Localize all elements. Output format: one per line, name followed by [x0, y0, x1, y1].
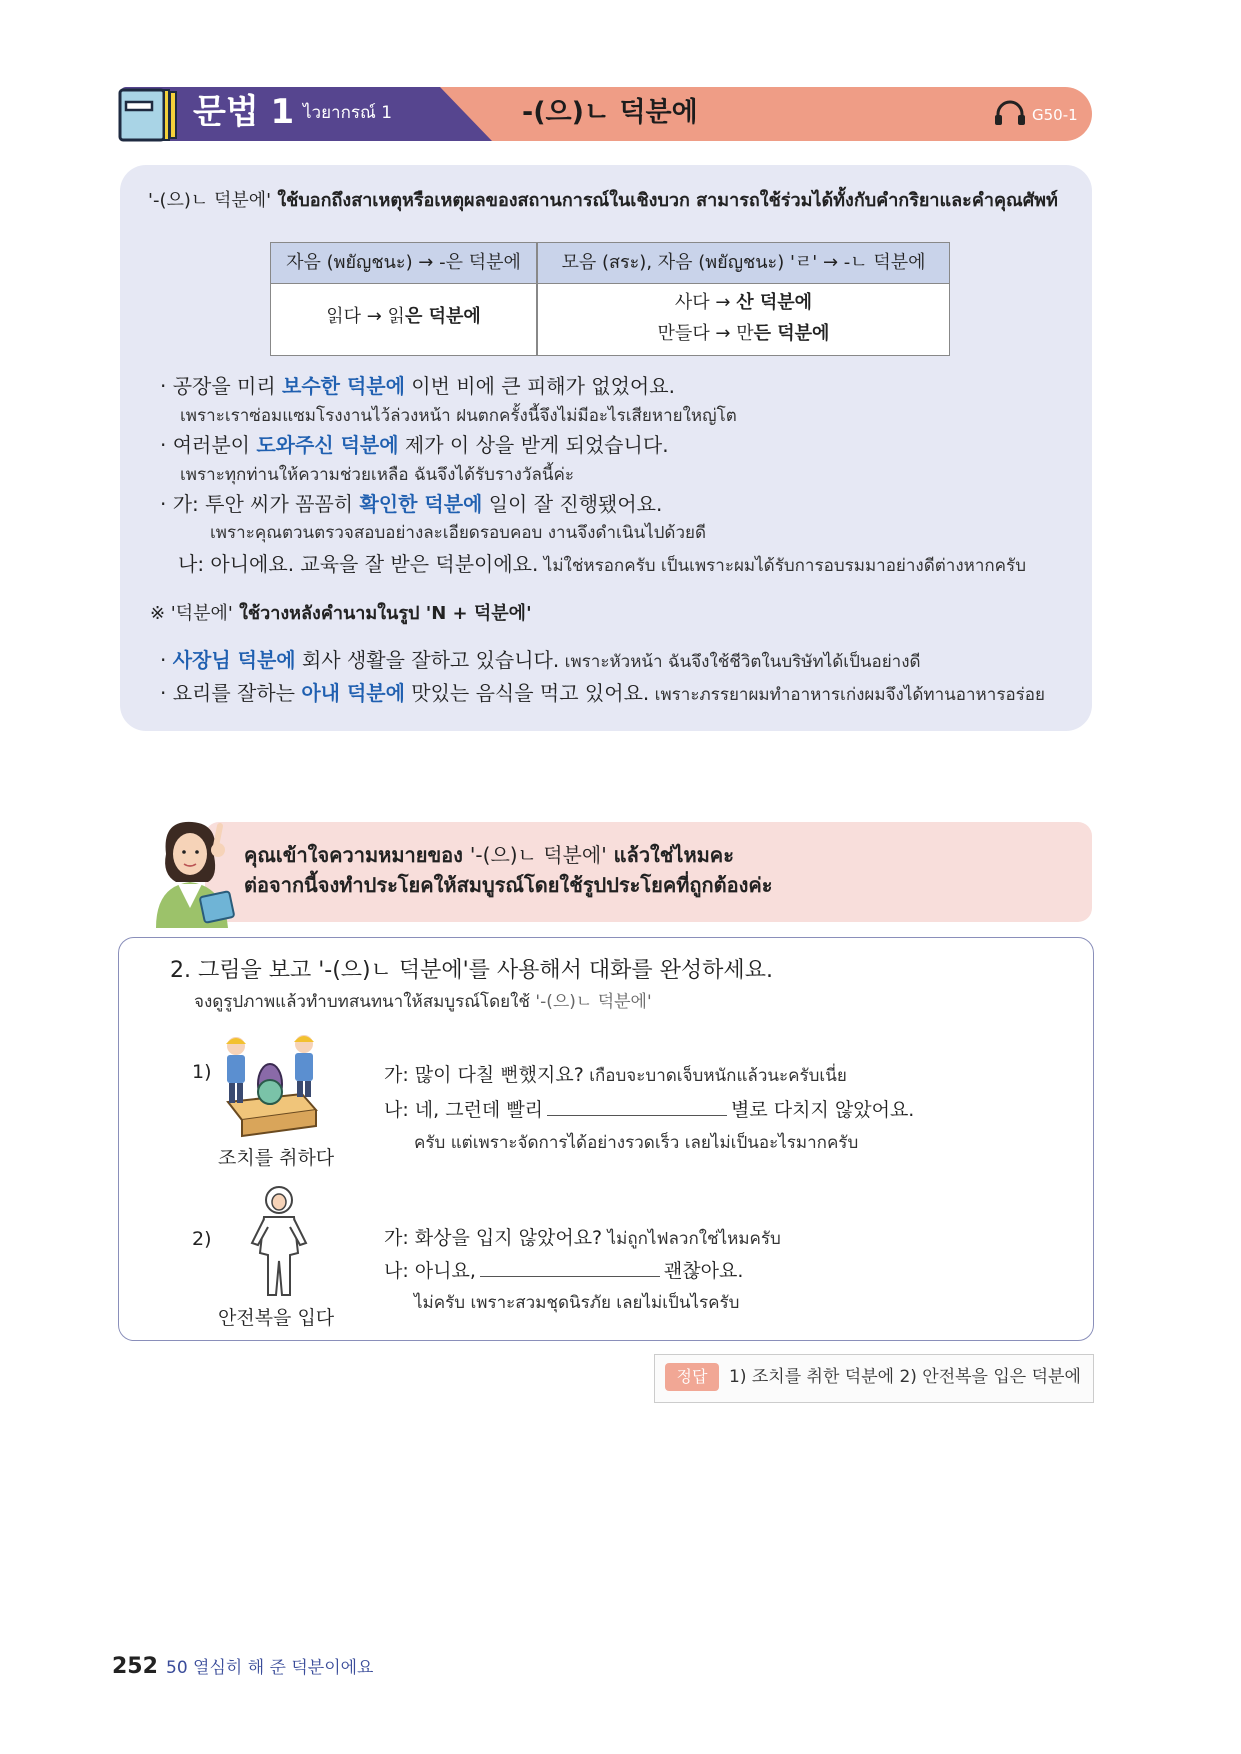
- example-text: 회사 생활을 잘하고 있습니다.: [295, 648, 560, 672]
- dialogue-1-translation: ครับ แต่เพราะจัดการได้อย่างรวดเร็ว เลยไม่เป็นอะไรมากครับ: [414, 1133, 859, 1153]
- dialogue-1-line-a: [384, 1061, 847, 1089]
- dialogue-korean: 나: 아니요,: [384, 1260, 476, 1282]
- dialogue-korean: 괜찮아요.: [663, 1260, 744, 1282]
- cell-text: 읽다 → 읽: [326, 306, 405, 327]
- headphone-icon[interactable]: [994, 99, 1026, 127]
- note-grammar: ※ '덕분에': [150, 603, 233, 624]
- example-translation-1: เพราะเราซ่อมแซมโรงงานไว้ล่วงหน้า ฝนตกครั้งนี้จึงไม่มีอะไรเสียหายใหญ่โต: [180, 406, 737, 426]
- table-cell-vowel-example-2: [538, 320, 949, 348]
- dialogue-korean: 가: 화상을 입지 않았어요?: [384, 1227, 603, 1249]
- dialogue-2-translation: ไม่ครับ เพราะสวมชุดนิรภัย เลยไม่เป็นไรครับ: [414, 1293, 740, 1313]
- example-text: 요리를 잘하는: [172, 681, 302, 705]
- example-sentence-1: · 공장을 미리 보수한 덕분에 이번 비에 큰 피해가 없었어요.: [160, 374, 675, 398]
- tip-line-2: ต่อจากนี้จงทำประโยคให้สมบูรณ์โดยใช้รูปประโยคที่ถูกต้องค่ะ: [244, 873, 773, 897]
- intro-text: ใช้บอกถึงสาเหตุหรือเหตุผลของสถานการณ์ในเชิงบวก สามารถใช้ร่วมได้ทั้งกับคำกริยาและคำคุณศัพท์: [271, 190, 1058, 211]
- audio-track-code[interactable]: G50-1: [1032, 106, 1078, 124]
- dialogue-thai: เกือบจะบาดเจ็บหนักแล้วนะครับเนี่ย: [583, 1066, 847, 1086]
- example-sentence-3: · 가: 투안 씨가 꼼꼼히 확인한 덕분에 일이 잘 진행됐어요.: [160, 492, 663, 516]
- conjugation-table: [270, 242, 950, 356]
- noun-example-2: · 요리를 잘하는 아내 덕분에 맛있는 음식을 먹고 있어요. เพราะภรรยาผมทำอาหารเก่งผมจึงได้ทานอาหารอร่อย: [160, 681, 1045, 705]
- tip-text: แล้วใช่ไหมคะ: [606, 843, 734, 867]
- tip-text: คุณเข้าใจความหมายของ: [244, 843, 470, 867]
- example-translation-2: เพราะทุกท่านให้ความช่วยเหลือ ฉันจึงได้รับรางวัลนี้ค่ะ: [180, 465, 575, 485]
- cell-bold: 은 덕분에: [404, 306, 481, 327]
- note-text: ใช้วางหลังคำนามในรูป 'N + 덕분에': [232, 603, 532, 624]
- example-text: 공장을 미리: [172, 374, 283, 398]
- intro-grammar: '-(으)ㄴ 덕분에': [148, 190, 272, 211]
- page-number: 252: [112, 1654, 158, 1679]
- example-text: 이번 비에 큰 피해가 없었어요.: [404, 374, 675, 398]
- example-translation: เพราะหัวหน้า ฉันจึงใช้ชีวิตในบริษัทได้เป็นอย่างดี: [559, 652, 921, 672]
- answer-badge: 정답: [665, 1363, 719, 1391]
- example-text: 일이 잘 진행됐어요.: [482, 492, 663, 516]
- tip-line-1: [244, 840, 734, 870]
- grammar-title: -(으)ㄴ 덕분에: [522, 97, 698, 128]
- cell-text: 만들다 → 만: [657, 323, 754, 344]
- table-head-vowel: 모음 (สระ), 자음 (พยัญชนะ) 'ㄹ' → -ㄴ 덕분에: [561, 252, 926, 273]
- grammar-label-thai: ไวยากรณ์ 1: [303, 103, 393, 123]
- table-cell-vowel-example-1: [538, 289, 949, 317]
- answer-blank-2[interactable]: [480, 1258, 660, 1277]
- dialogue-2-line-a: [384, 1224, 781, 1252]
- item-caption-2: 안전복을 입다: [218, 1307, 335, 1329]
- example-highlight: 보수한 덕분에: [282, 374, 405, 398]
- example-highlight: 사장님 덕분에: [172, 648, 296, 672]
- dialogue-korean: 별로 다치지 않았어요.: [731, 1099, 915, 1121]
- answer-blank-1[interactable]: [547, 1097, 727, 1116]
- cell-text: 사다 →: [674, 292, 737, 313]
- dialogue-thai: ไม่ถูกไฟลวกใช่ไหมครับ: [602, 1229, 781, 1249]
- item-caption-1: 조치를 취하다: [218, 1147, 335, 1169]
- dialogue-1-line-b: [384, 1096, 914, 1124]
- dialogue-korean: 가: 많이 다칠 뻔했지요?: [384, 1064, 584, 1086]
- example-text: 가: 투안 씨가 꼼꼼히: [172, 492, 360, 516]
- table-cell-consonant-example: [271, 303, 536, 331]
- explanation-intro: [148, 188, 1058, 214]
- workers-illustration: [220, 1030, 320, 1140]
- dialogue-korean: 나: 네, 그런데 빨리: [384, 1099, 544, 1121]
- noun-usage-note: [150, 601, 532, 627]
- example-text: 여러분이: [172, 433, 257, 457]
- reply-thai: ไม่ใช่หรอกครับ เป็นเพราะผมได้รับการอบรมมาอย่างดีต่างหากครับ: [538, 556, 1026, 576]
- example-text: 맛있는 음식을 먹고 있어요.: [404, 681, 650, 705]
- example-highlight: 아내 덕분에: [301, 681, 405, 705]
- example-highlight: 확인한 덕분에: [359, 492, 483, 516]
- example-highlight: 도와주신 덕분에: [256, 433, 399, 457]
- safety-suit-illustration: [246, 1183, 312, 1303]
- grammar-label: 문법 1: [193, 92, 295, 132]
- instruction-grammar: '-(으)ㄴ 덕분에': [535, 992, 652, 1012]
- answer-text: 1) 조치를 취한 덕분에 2) 안전복을 입은 덕분에: [729, 1367, 1081, 1387]
- instruction-text: จงดูรูปภาพแล้วทำบทสนทนาให้สมบูรณ์โดยใช้: [194, 992, 536, 1012]
- item-number-2: 2): [192, 1228, 212, 1250]
- cell-bold: 산 덕분에: [736, 292, 813, 313]
- example-text: 제가 이 상을 받게 되었습니다.: [398, 433, 669, 457]
- example-translation: เพราะภรรยาผมทำอาหารเก่งผมจึงได้ทานอาหารอร่อย: [649, 685, 1045, 705]
- example-sentence-2: · 여러분이 도와주신 덕분에 제가 이 상을 받게 되었습니다.: [160, 433, 669, 457]
- item-number-1: 1): [192, 1061, 212, 1083]
- table-head-consonant: 자음 (พยัญชนะ) → -은 덕분에: [286, 252, 521, 273]
- reply-korean: 나: 아니에요. 교육을 잘 받은 덕분이에요.: [178, 552, 539, 576]
- teacher-illustration: [148, 816, 244, 928]
- tip-grammar: '-(으)ㄴ 덕분에': [469, 843, 607, 867]
- example-reply: [178, 550, 1026, 578]
- chapter-title: 50 열심히 해 준 덕분이에요: [166, 1658, 374, 1678]
- noun-example-1: · 사장님 덕분에 회사 생활을 잘하고 있습니다. เพราะหัวหน้า ฉันจึงใช้ชีวิตในบริษัทได้เป็นอย่างดี: [160, 648, 921, 672]
- cell-bold: 든 덕분에: [753, 323, 830, 344]
- exercise-instruction: [194, 990, 652, 1014]
- dialogue-2-line-b: [384, 1257, 743, 1285]
- book-icon: [118, 86, 178, 144]
- exercise-title: 2. 그림을 보고 '-(으)ㄴ 덕분에'를 사용해서 대화를 완성하세요.: [170, 958, 773, 983]
- example-translation-3: เพราะคุณตวนตรวจสอบอย่างละเอียดรอบคอบ งานจึงดำเนินไปด้วยดี: [210, 523, 707, 543]
